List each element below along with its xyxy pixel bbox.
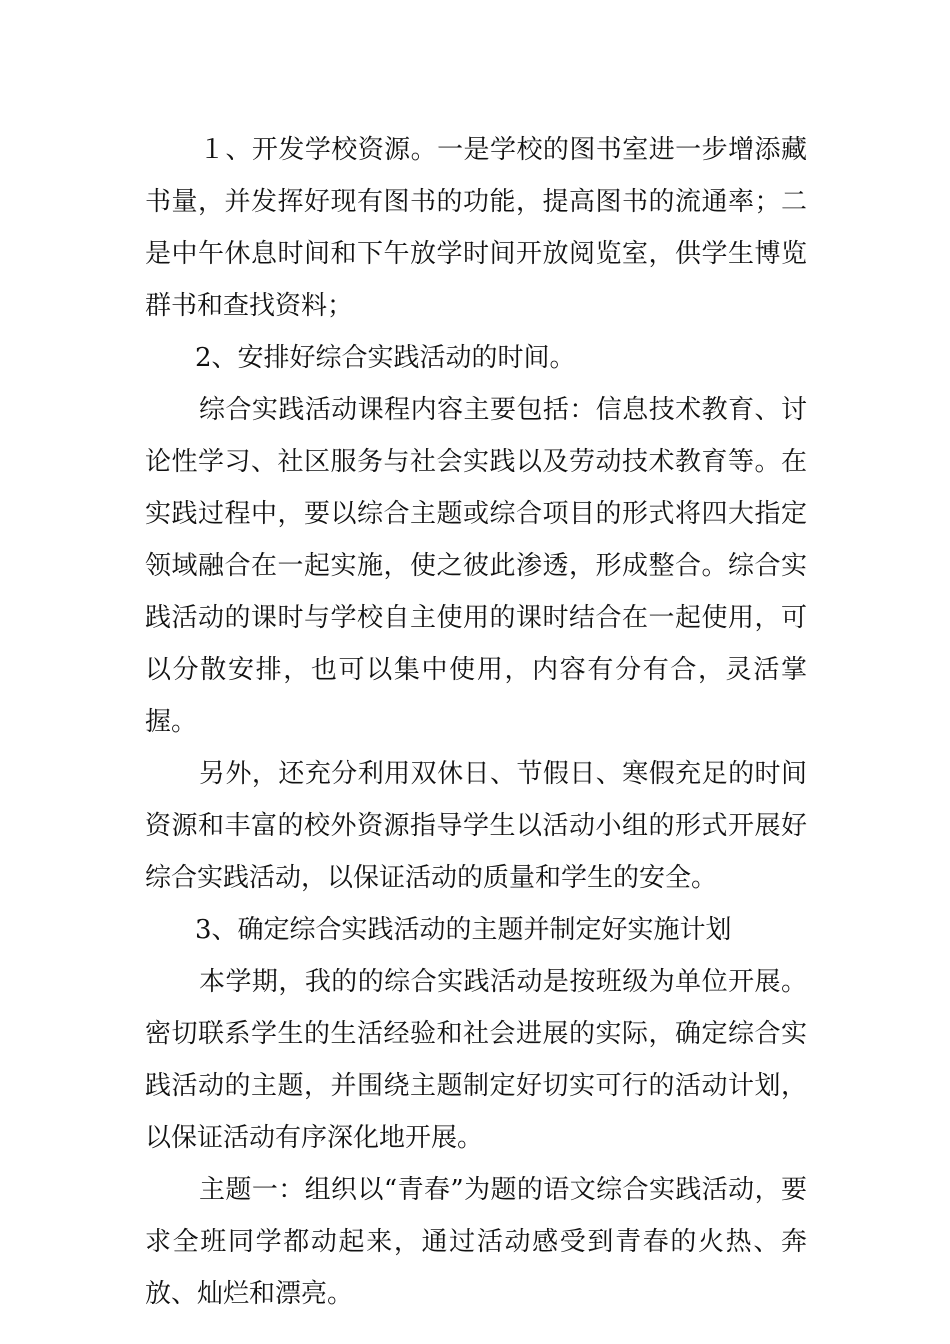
paragraph-course-content: 综合实践活动课程内容主要包括：信息技术教育、讨论性学习、社区服务与社会实践以及劳动技术教育等。在实践过程中，要以综合主题或综合项目的形式将四大指定领域融合在一起实施，使之彼此渗透，形成整合。综合实践活动的课时与学校自主使用的课时结合在一起使用，可以分散安排，也可以集中使用，内容有分有合，灵活掌握。	[145, 395, 807, 737]
paragraph-semester-plan: 本学期，我的的综合实践活动是按班级为单位开展。密切联系学生的生活经验和社会进展的实际，确定综合实践活动的主题，并围绕主题制定好切实可行的活动计划，以保证活动有序深化地开展。	[145, 967, 807, 1153]
paragraph-extra-resources: 另外，还充分利用双休日、节假日、寒假充足的时间资源和丰富的校外资源指导学生以活动小组的形式开展好综合实践活动，以保证活动的质量和学生的安全。	[145, 759, 807, 893]
paragraph-school-resources: １、开发学校资源。一是学校的图书室进一步增添藏书量，并发挥好现有图书的功能，提高图书的流通率；二是中午休息时间和下午放学时间开放阅览室，供学生博览群书和查找资料；	[145, 135, 807, 321]
document-body	[145, 124, 807, 1320]
heading-theme-plan: 3、确定综合实践活动的主题并制定好实施计划	[195, 915, 732, 945]
heading-activity-time: 2、安排好综合实践活动的时间。	[195, 343, 576, 373]
paragraph-theme-one: 主题一：组织以“青春”为题的语文综合实践活动，要求全班同学都动起来，通过活动感受到青春的火热、奔放、灿烂和漂亮。	[145, 1175, 807, 1309]
